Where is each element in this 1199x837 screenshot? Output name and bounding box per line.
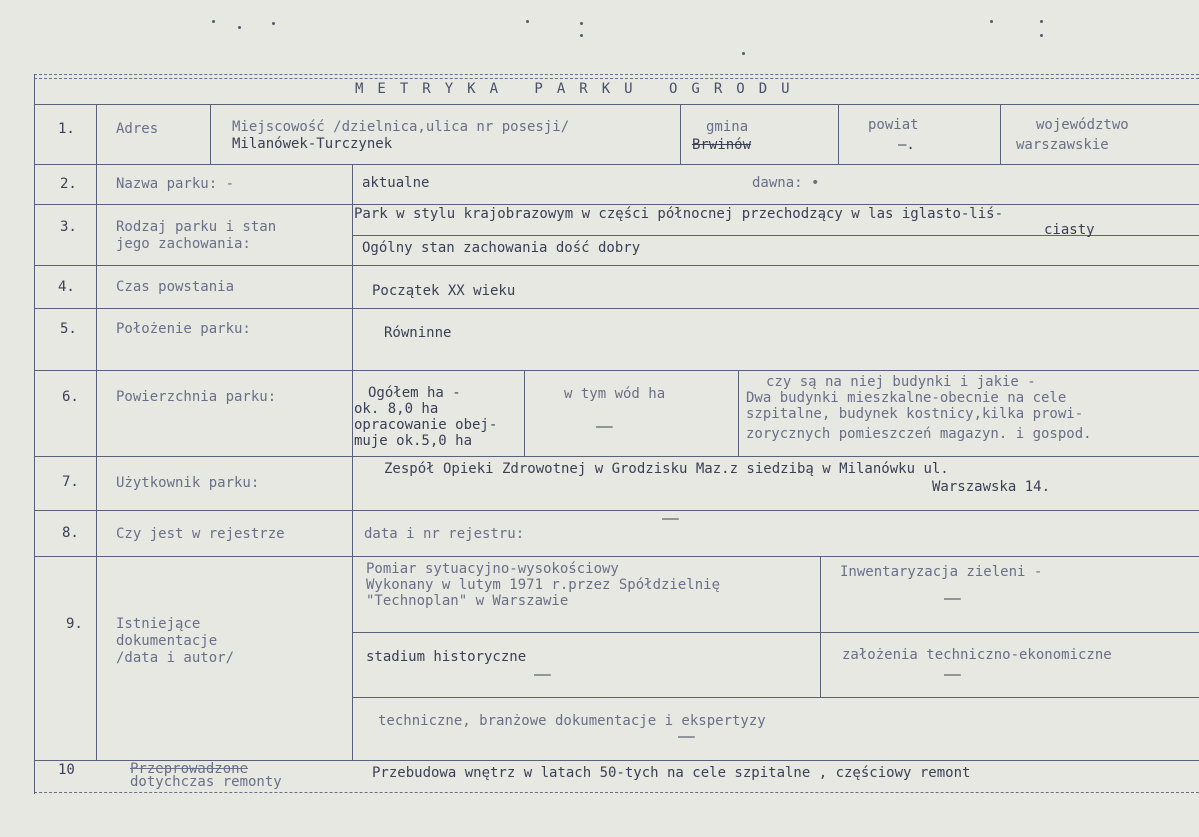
col-line (210, 104, 211, 164)
left-border (34, 74, 35, 794)
gmina-label: gmina (706, 119, 749, 135)
ogolem-line-1: Ogółem ha - (368, 385, 461, 401)
rodzaj-value-line-1: Park w stylu krajobrazowym w części północnej przechodzący w las iglasto-liś- (354, 206, 1004, 222)
stadium-value: —— (534, 667, 551, 683)
ogolem-line-4: muje ok.5,0 ha (354, 433, 473, 449)
miejscowosc-label: Miejscowość /dzielnica,ulica nr posesji/ (232, 119, 570, 135)
row-subline (352, 697, 1199, 698)
uzytkownik-line-2: Warszawska 14. (932, 479, 1051, 495)
row-8-number: 8. (62, 525, 79, 541)
row-2-number: 2. (60, 176, 77, 192)
nazwa-aktualne: aktualne (362, 175, 430, 191)
row-7-label: Użytkownik parku: (116, 475, 260, 491)
wod-value: —— (596, 419, 613, 435)
pomiar-line-2: Wykonany w lutym 1971 r.przez Spółdzielnię (366, 577, 721, 593)
miejscowosc-value: Milanówek-Turczynek (232, 136, 393, 152)
row-10-label-line-1: Przeprowadzone (130, 761, 249, 777)
pomiar-line-3: "Technoplan" w Warszawie (366, 593, 569, 609)
zalozenia-label: założenia techniczno-ekonomiczne (842, 647, 1112, 663)
row-5-number: 5. (60, 321, 77, 337)
col-line (352, 164, 353, 760)
col-line (820, 556, 821, 697)
ogolem-line-3: opracowanie obej- (354, 417, 498, 433)
rejestr-value: data i nr rejestru: (364, 526, 525, 542)
row-10-label-line-2: dotychczas remonty (130, 774, 282, 790)
row-6-number: 6. (62, 389, 79, 405)
row-3-number: 3. (60, 219, 77, 235)
pomiar-line-1: Pomiar sytuacyjno-wysokościowy (366, 561, 619, 577)
row-10-number: 10 (58, 762, 75, 778)
techniczne-label: techniczne, branżowe dokumentacje i ekspertyzy (378, 713, 766, 729)
col-line (96, 104, 97, 760)
row-5-label: Położenie parku: (116, 321, 251, 337)
wod-label: w tym wód ha (564, 386, 666, 402)
row-line (34, 204, 1199, 205)
col-line (680, 104, 681, 164)
row-line (34, 265, 1199, 266)
row-4-label: Czas powstania (116, 279, 235, 295)
czas-powstania-value: Początek XX wieku (372, 283, 516, 299)
row-line (34, 510, 1199, 511)
inwentaryzacja-label: Inwentaryzacja zieleni - (840, 564, 1043, 580)
polozenie-value: Równinne (384, 325, 452, 341)
rodzaj-value-line-2: ciasty (1044, 222, 1095, 238)
col-line (838, 104, 839, 164)
remonty-value: Przebudowa wnętrz w latach 50-tych na cele szpitalne , częściowy remont (372, 765, 971, 781)
row-3-label-line-2: jego zachowania: (116, 236, 251, 252)
nazwa-dawna: dawna: • (752, 175, 820, 191)
stan-zachowania-value: Ogólny stan zachowania dość dobry (362, 240, 641, 256)
budynki-line-1: czy są na niej budynki i jakie - (766, 374, 1036, 390)
wojewodztwo-value: warszawskie (1016, 137, 1109, 153)
row-line (34, 104, 1199, 105)
budynki-line-2: Dwa budynki mieszkalne-obecnie na cele (746, 390, 1067, 406)
row-line (34, 308, 1199, 309)
col-line (1000, 104, 1001, 164)
bottom-border (34, 792, 1199, 793)
row-line (34, 164, 1199, 165)
ogolem-line-2: ok. 8,0 ha (354, 401, 439, 417)
gmina-value: Brwinów (692, 137, 752, 153)
row-7-number: 7. (62, 474, 79, 490)
wojewodztwo-label: województwo (1036, 117, 1129, 133)
row-1-number: 1. (58, 121, 75, 137)
row-9-number: 9. (66, 616, 83, 632)
rejestr-dash: —— (662, 511, 679, 527)
page-title: METRYKA PARKU OGRODU (355, 81, 804, 97)
row-1-label: Adres (116, 121, 159, 137)
stadium-label: stadium historyczne (366, 649, 527, 665)
row-6-label: Powierzchnia parku: (116, 389, 277, 405)
zalozenia-value: —— (944, 667, 961, 683)
row-3-label-line-1: Rodzaj parku i stan (116, 219, 277, 235)
row-2-label: Nazwa parku: - (116, 176, 235, 192)
row-9-label-line-2: dokumentacje (116, 633, 218, 649)
col-line (524, 370, 525, 456)
row-line (34, 556, 1199, 557)
top-border (34, 74, 1199, 75)
budynki-line-4: zorycznych pomieszczeń magazyn. i gospod. (746, 426, 1092, 442)
budynki-line-3: szpitalne, budynek kostnicy,kilka prowi- (746, 406, 1084, 422)
col-line (738, 370, 739, 456)
row-subline (352, 632, 1199, 633)
row-line (34, 456, 1199, 457)
row-8-label: Czy jest w rejestrze (116, 526, 285, 542)
powiat-label: powiat (868, 117, 919, 133)
row-9-label-line-3: /data i autor/ (116, 650, 235, 666)
row-line (34, 370, 1199, 371)
uzytkownik-line-1: Zespół Opieki Zdrowotnej w Grodzisku Maz.z siedzibą w Milanówku ul. (384, 461, 949, 477)
powiat-value: —. (898, 137, 915, 153)
row-9-label-line-1: Istniejące (116, 616, 201, 632)
header-marks (0, 0, 1199, 70)
techniczne-value: —— (678, 729, 695, 745)
row-4-number: 4. (58, 279, 75, 295)
top-border-2 (34, 78, 1199, 79)
inwentaryzacja-value: —— (944, 591, 961, 607)
